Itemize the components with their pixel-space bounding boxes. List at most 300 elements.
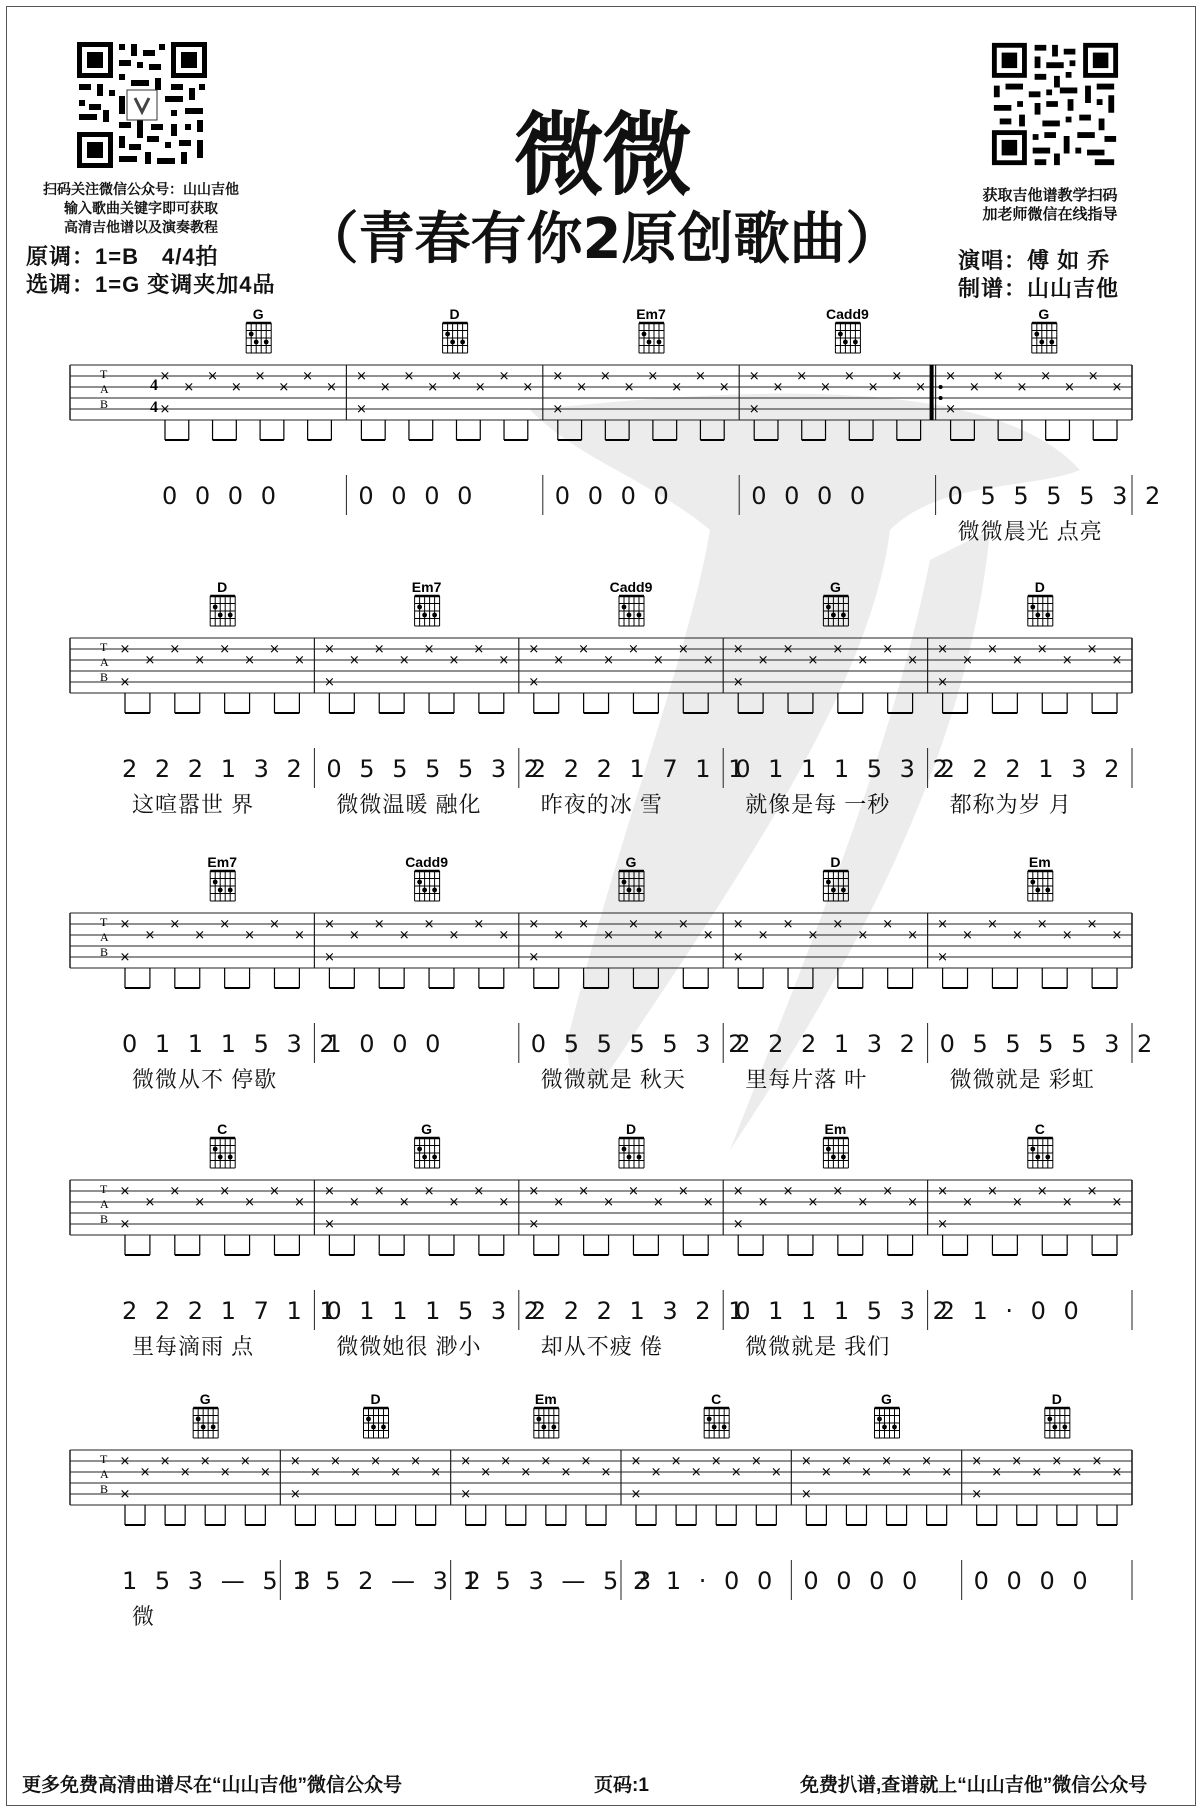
tab-note: ×	[398, 928, 410, 943]
lyric-text: 微微就是 秋天	[540, 1067, 686, 1092]
song-title: 微微	[514, 103, 690, 208]
tab-note: ×	[968, 380, 980, 395]
tab-note: ×	[373, 1184, 385, 1199]
footer-right: 免费扒谱,查谱就上“山山吉他”微信公众号	[800, 1775, 1148, 1796]
chord-name: D	[1034, 579, 1045, 595]
tab-note: ×	[474, 380, 486, 395]
tab-note: ×	[219, 1184, 231, 1199]
lyric-text: 微微她很 渺小	[336, 1334, 482, 1359]
tab-note: ×	[144, 1195, 156, 1210]
tab-note: ×	[694, 369, 706, 384]
numbered-notation: 1 5 3 — 5 3	[122, 1567, 316, 1595]
tab-system	[70, 853, 1158, 1103]
chord-diagram	[619, 596, 644, 626]
tab-note: ×	[945, 369, 957, 384]
chord-diagram	[534, 1408, 559, 1438]
caption-line: 获取吉他谱教学扫码	[982, 187, 1118, 204]
tab-note: ×	[302, 369, 314, 384]
numbered-notation: 0 0 0 0	[973, 1567, 1093, 1595]
tab-note: ×	[119, 1454, 131, 1469]
tab-note: ×	[528, 642, 540, 657]
lyric-text: 这喧嚣世 界	[132, 792, 255, 817]
tab-system	[70, 1390, 1132, 1640]
tab-note: ×	[907, 1195, 919, 1210]
tab-note: ×	[1061, 1195, 1073, 1210]
tab-note: ×	[757, 928, 769, 943]
chord-name: D	[217, 579, 228, 595]
numbered-notation: 1 0 0 0	[326, 1030, 446, 1058]
tab-note: ×	[423, 1184, 435, 1199]
tab-note: ×	[840, 1454, 852, 1469]
tab-system	[70, 305, 1166, 555]
numbered-notation: 0 5 5 5 5 3 2	[939, 1030, 1158, 1058]
tab-note: ×	[473, 642, 485, 657]
numbered-notation: 0 1 1 1 5 3 2	[735, 1297, 953, 1325]
tab-note: ×	[600, 1465, 612, 1480]
tab-note: ×	[553, 1195, 565, 1210]
chord-name: C	[217, 1121, 228, 1137]
tab-note: ×	[702, 1195, 714, 1210]
tab-note: ×	[1051, 1454, 1063, 1469]
numbered-notation: 2 2 2 1 7 1 1	[122, 1297, 340, 1325]
tab-note: ×	[230, 380, 242, 395]
tab-note: ×	[259, 1465, 271, 1480]
tab-note: ×	[702, 928, 714, 943]
tab-note: ×	[677, 1184, 689, 1199]
lyric-text: 都称为岁 月	[949, 792, 1072, 817]
tab-note: ×	[169, 642, 181, 657]
tab-note: ×	[796, 369, 808, 384]
tab-note: ×	[1111, 1465, 1123, 1480]
tab-clef-letter: B	[100, 670, 109, 684]
tab-note: ×	[528, 675, 540, 690]
chord-name: C	[711, 1391, 722, 1407]
tab-note: ×	[460, 1454, 472, 1469]
tab-note: ×	[757, 1195, 769, 1210]
tab-note: ×	[732, 675, 744, 690]
tab-note: ×	[770, 1465, 782, 1480]
selected-key: 选调：1=G 变调夹加4品	[26, 272, 276, 297]
tab-clef-letter: A	[100, 1467, 109, 1481]
tab-note: ×	[882, 1184, 894, 1199]
tab-clef-letter: A	[100, 1197, 109, 1211]
chord-diagram	[823, 871, 848, 901]
chord-diagram	[835, 323, 860, 353]
tab-note: ×	[239, 1454, 251, 1469]
lyric-text: 却从不疲 倦	[540, 1334, 663, 1359]
chord-name: G	[252, 306, 264, 322]
tab-note: ×	[194, 928, 206, 943]
tab-note: ×	[800, 1454, 812, 1469]
tab-note: ×	[578, 642, 590, 657]
tab-note: ×	[1016, 380, 1028, 395]
tab-note: ×	[119, 917, 131, 932]
tab-note: ×	[1031, 1465, 1043, 1480]
tab-note: ×	[254, 369, 266, 384]
chord-name: G	[1038, 306, 1050, 322]
tab-note: ×	[244, 653, 256, 668]
tab-clef-letter: B	[100, 397, 109, 411]
tab-note: ×	[390, 1465, 402, 1480]
tab-note: ×	[323, 675, 335, 690]
tab-note: ×	[941, 1465, 953, 1480]
lyric-text: 微微晨光 点亮	[957, 519, 1103, 544]
tab-note: ×	[630, 1454, 642, 1469]
chord-diagram	[619, 1138, 644, 1168]
numbered-notation: 0 0 0 0	[162, 482, 281, 510]
tab-note: ×	[937, 1184, 949, 1199]
chord-diagram	[875, 1408, 900, 1438]
lyric-text: 微微从不 停歇	[132, 1067, 278, 1092]
lyric-text: 里每片落 叶	[745, 1067, 868, 1092]
chord-diagram	[364, 1408, 389, 1438]
chord-name: D	[370, 1391, 381, 1407]
tab-note: ×	[881, 1454, 892, 1469]
tab-note: ×	[937, 1217, 949, 1232]
tab-note: ×	[398, 1195, 410, 1210]
tab-note: ×	[427, 380, 439, 395]
tab-note: ×	[677, 642, 689, 657]
tab-note: ×	[782, 642, 794, 657]
tab-note: ×	[278, 380, 290, 395]
tab-note: ×	[623, 380, 635, 395]
arranger: 制谱：山山吉他	[958, 276, 1120, 301]
tab-clef-letter: A	[100, 382, 109, 396]
tab-note: ×	[119, 642, 131, 657]
tab-note: ×	[937, 675, 949, 690]
lyric-text: 微微温暖 融化	[336, 792, 482, 817]
tab-note: ×	[325, 380, 337, 395]
tab-note: ×	[748, 369, 760, 384]
tab-note: ×	[528, 950, 540, 965]
tab-note: ×	[323, 1184, 335, 1199]
time-signature: 4	[150, 377, 158, 394]
tab-note: ×	[652, 928, 664, 943]
numbered-notation: 2 1 · 0 0	[633, 1567, 778, 1595]
tab-clef-letter: A	[100, 655, 109, 669]
page-number: 页码:1	[594, 1775, 649, 1796]
chord-diagram	[823, 596, 848, 626]
tab-note: ×	[293, 1195, 305, 1210]
tab-note: ×	[576, 380, 588, 395]
tab-note: ×	[480, 1465, 492, 1480]
lyric-text: 微	[132, 1604, 156, 1629]
tab-note: ×	[1111, 928, 1123, 943]
tab-note: ×	[169, 1184, 181, 1199]
tab-note: ×	[962, 928, 973, 943]
numbered-notation: 0 1 1 1 5 3 2	[326, 1297, 545, 1325]
tab-system	[70, 1120, 1132, 1370]
tab-note: ×	[857, 653, 869, 668]
numbered-notation: 1 5 2 — 3 2	[292, 1567, 486, 1595]
tab-note: ×	[807, 928, 819, 943]
tab-note: ×	[702, 653, 714, 668]
numbered-notation: 2 2 2 1 3 2	[735, 1030, 920, 1058]
tab-note: ×	[1086, 642, 1098, 657]
tab-note: ×	[1071, 1465, 1083, 1480]
chord-diagram	[619, 871, 644, 901]
singer: 演唱：傅 如 乔	[958, 248, 1111, 273]
tab-note: ×	[843, 369, 855, 384]
tab-note: ×	[962, 1195, 973, 1210]
tab-note: ×	[772, 380, 784, 395]
tab-note: ×	[194, 653, 206, 668]
tab-note: ×	[423, 917, 435, 932]
tab-note: ×	[628, 642, 639, 657]
chord-name: G	[421, 1121, 433, 1137]
chord-diagram	[443, 323, 468, 353]
tab-note: ×	[355, 402, 367, 417]
tab-clef-letter: T	[100, 915, 108, 929]
tab-note: ×	[119, 950, 131, 965]
tab-note: ×	[861, 1465, 872, 1480]
numbered-notation: 0 0 0 0	[803, 1567, 923, 1595]
tab-note: ×	[553, 928, 565, 943]
tab-note: ×	[1011, 1195, 1023, 1210]
chord-diagram	[823, 1138, 848, 1168]
chord-diagram	[246, 323, 271, 353]
tab-note: ×	[183, 380, 195, 395]
tab-note: ×	[603, 928, 614, 943]
chord-diagram	[415, 596, 440, 626]
chord-diagram	[1032, 323, 1057, 353]
chord-diagram	[210, 1138, 235, 1168]
tab-note: ×	[498, 369, 510, 384]
tab-note: ×	[1011, 653, 1023, 668]
tab-note: ×	[448, 928, 460, 943]
tab-note: ×	[219, 1465, 231, 1480]
tab-note: ×	[552, 402, 564, 417]
tab-note: ×	[820, 380, 831, 395]
tab-note: ×	[498, 928, 510, 943]
tab-note: ×	[907, 653, 919, 668]
tab-note: ×	[244, 1195, 256, 1210]
chord-diagram	[193, 1408, 218, 1438]
chord-name: Cadd9	[826, 306, 869, 322]
numbered-notation: 2 2 2 1 3 2	[939, 755, 1125, 783]
tab-note: ×	[119, 1184, 131, 1199]
tab-note: ×	[323, 642, 335, 657]
tab-note: ×	[373, 642, 385, 657]
caption-line: 扫码关注微信公众号：山山吉他	[43, 181, 239, 197]
tab-note: ×	[671, 380, 683, 395]
tab-note: ×	[599, 369, 611, 384]
tab-note: ×	[857, 928, 869, 943]
chord-diagram	[1028, 1138, 1053, 1168]
chord-name: G	[829, 579, 841, 595]
tab-note: ×	[379, 380, 391, 395]
tab-note: ×	[937, 917, 949, 932]
tab-note: ×	[628, 1184, 639, 1199]
tab-note: ×	[528, 1184, 540, 1199]
chord-name: D	[830, 854, 841, 870]
time-signature: 4	[150, 399, 158, 416]
tab-clef-letter: T	[100, 1182, 108, 1196]
tab-note: ×	[348, 1195, 360, 1210]
tab-note: ×	[757, 653, 769, 668]
tab-note: ×	[159, 402, 171, 417]
tab-note: ×	[782, 917, 794, 932]
tab-note: ×	[628, 917, 639, 932]
tab-note: ×	[293, 928, 305, 943]
tab-note: ×	[652, 1195, 664, 1210]
tab-note: ×	[710, 1454, 722, 1469]
tab-note: ×	[647, 369, 659, 384]
tab-note: ×	[1036, 917, 1048, 932]
chord-name: G	[199, 1391, 211, 1407]
tab-note: ×	[500, 1454, 512, 1469]
tab-note: ×	[460, 1487, 472, 1502]
chord-name: G	[625, 854, 637, 870]
chord-diagram	[210, 871, 235, 901]
tab-note: ×	[423, 642, 435, 657]
tab-note: ×	[578, 917, 590, 932]
chord-name: G	[881, 1391, 892, 1407]
tab-note: ×	[194, 1195, 206, 1210]
lyric-text: 就像是每 一秒	[745, 792, 891, 817]
tab-note: ×	[560, 1465, 572, 1480]
tab-note: ×	[670, 1454, 682, 1469]
tab-note: ×	[398, 653, 410, 668]
tab-note: ×	[289, 1487, 301, 1502]
tab-note: ×	[986, 1184, 998, 1199]
tab-note: ×	[169, 917, 181, 932]
tab-note: ×	[269, 1184, 280, 1199]
tab-note: ×	[1064, 380, 1075, 395]
numbered-notation: 0 5 5 5 5 3 2	[530, 1030, 749, 1058]
original-key: 原调：1=B 4/4拍	[26, 244, 219, 269]
tab-note: ×	[1040, 369, 1052, 384]
tab-note: ×	[323, 917, 335, 932]
tab-note: ×	[630, 1487, 642, 1502]
numbered-notation: 0 0 0 0	[358, 482, 478, 510]
tab-system	[70, 578, 1132, 828]
numbered-notation: 2 2 2 1 3 2 1	[530, 1297, 749, 1325]
tab-note: ×	[991, 1465, 1003, 1480]
tab-note: ×	[199, 1454, 211, 1469]
tab-note: ×	[1036, 1184, 1048, 1199]
chord-diagram	[639, 323, 664, 353]
lyric-text: 微微就是 我们	[745, 1334, 891, 1359]
tab-note: ×	[962, 653, 973, 668]
tab-note: ×	[119, 1487, 131, 1502]
numbered-notation: 1 5 3 — 5 3	[462, 1567, 657, 1595]
tab-note: ×	[520, 1465, 532, 1480]
tab-note: ×	[355, 369, 367, 384]
chord-name: Em7	[207, 854, 237, 870]
tab-note: ×	[732, 1217, 744, 1232]
tab-note: ×	[1086, 1184, 1098, 1199]
tab-note: ×	[159, 1454, 171, 1469]
numbered-notation: 0 5 5 5 5 3 2	[326, 755, 545, 783]
tab-clef-letter: B	[100, 1482, 109, 1496]
tab-note: ×	[553, 653, 565, 668]
tab-note: ×	[603, 653, 614, 668]
chord-name: D	[449, 306, 460, 322]
tab-note: ×	[832, 1184, 844, 1199]
caption-line: 加老师微信在线指导	[982, 206, 1118, 223]
tab-note: ×	[748, 402, 760, 417]
tab-note: ×	[144, 928, 156, 943]
tab-clef-letter: B	[100, 1212, 109, 1226]
numbered-notation: 2 2 2 1 7 1 1	[530, 755, 749, 783]
chord-name: Cadd9	[405, 854, 448, 870]
tab-note: ×	[915, 380, 927, 395]
chord-diagram	[1045, 1408, 1070, 1438]
tab-clef-letter: T	[100, 367, 108, 381]
tab-note: ×	[309, 1465, 321, 1480]
tab-note: ×	[603, 1195, 614, 1210]
tab-note: ×	[430, 1465, 442, 1480]
chord-name: Cadd9	[609, 579, 653, 595]
tab-note: ×	[832, 917, 844, 932]
tab-note: ×	[971, 1487, 983, 1502]
chord-diagram	[415, 1138, 440, 1168]
tab-note: ×	[451, 369, 462, 384]
tab-note: ×	[1061, 653, 1073, 668]
tab-note: ×	[820, 1465, 832, 1480]
tab-note: ×	[528, 1217, 540, 1232]
tab-note: ×	[323, 1217, 335, 1232]
chord-name: C	[1034, 1121, 1045, 1137]
tab-note: ×	[945, 402, 957, 417]
tab-note: ×	[882, 642, 894, 657]
tab-note: ×	[1091, 1454, 1103, 1469]
tab-note: ×	[677, 917, 689, 932]
tab-note: ×	[473, 1184, 485, 1199]
tab-note: ×	[289, 1454, 301, 1469]
chord-name: Em7	[636, 306, 666, 322]
tab-note: ×	[832, 642, 844, 657]
tab-note: ×	[373, 917, 385, 932]
numbered-notation: 0 1 1 1 5 3 2	[735, 755, 953, 783]
tab-note: ×	[1061, 928, 1073, 943]
tab-note: ×	[498, 1195, 510, 1210]
tab-note: ×	[1011, 1454, 1023, 1469]
tab-note: ×	[144, 653, 156, 668]
tab-note: ×	[732, 642, 744, 657]
tab-note: ×	[937, 950, 949, 965]
tab-note: ×	[937, 642, 949, 657]
tab-note: ×	[219, 917, 231, 932]
tab-note: ×	[907, 928, 919, 943]
tab-note: ×	[269, 642, 280, 657]
tab-note: ×	[891, 369, 903, 384]
tab-note: ×	[732, 1184, 744, 1199]
tab-note: ×	[410, 1454, 422, 1469]
chord-name: D	[625, 1121, 637, 1137]
tab-note: ×	[370, 1454, 381, 1469]
tab-note: ×	[219, 642, 231, 657]
numbered-notation: 0 0 0 0	[751, 482, 871, 510]
chord-diagram	[1028, 871, 1053, 901]
tab-note: ×	[207, 369, 218, 384]
chord-diagram	[704, 1408, 729, 1438]
tab-note: ×	[882, 917, 894, 932]
tab-note: ×	[139, 1465, 151, 1480]
tab-clef-letter: B	[100, 945, 109, 959]
tab-note: ×	[857, 1195, 869, 1210]
tab-note: ×	[807, 1195, 819, 1210]
tab-note: ×	[119, 675, 131, 690]
tab-note: ×	[867, 380, 879, 395]
tab-note: ×	[992, 369, 1004, 384]
tab-clef-letter: T	[100, 640, 108, 654]
caption-line: 高清吉他谱以及演奏教程	[64, 219, 218, 235]
tab-note: ×	[522, 380, 534, 395]
tab-note: ×	[732, 917, 744, 932]
tab-note: ×	[348, 653, 360, 668]
